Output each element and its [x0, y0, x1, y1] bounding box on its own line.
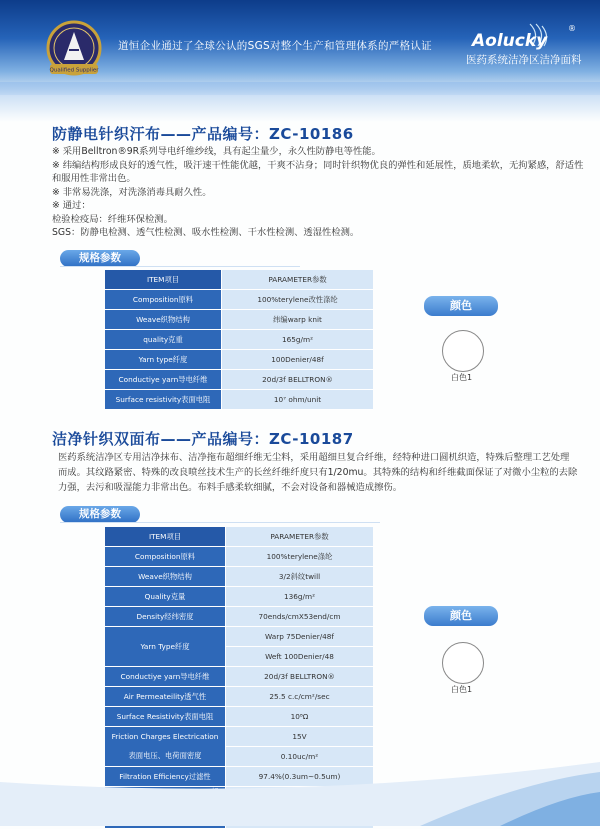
bullet: ※ 通过： [52, 200, 91, 211]
table-row [105, 350, 373, 370]
section1-spec-table [105, 270, 373, 410]
table-cell: Density经纬密度 [105, 607, 226, 627]
header-tagline: 道恒企业通过了全球公认的SGS对整个生产和管理体系的严格认证 [118, 40, 432, 52]
table-row [105, 527, 373, 547]
table-cell: 70ends/cmX53end/cm [226, 607, 374, 627]
section2-description: 医药系统洁净区专用洁净抹布、洁净拖布超细纤维无尘料，采用超细旦复合纤维，经特种进口圆机织造，特殊后整理工艺处理而成。其纹路紧密、特殊的改良喷丝技术生产的长丝纤维纤度只有1/20mu。其特殊的结构和纤维截面保证了对微小尘粒的去除力强，去污和吸湿能力非常出色。布料手感柔软细腻，不会对设备和器械造成擦伤。 [58, 452, 578, 493]
table-cell: Composition原料 [105, 547, 226, 567]
section1-color-name: 白色1 [451, 373, 473, 382]
bullet: 检验检疫局：纤维环保检测。 [52, 213, 173, 225]
decorative-swoosh [0, 742, 600, 826]
table-row [105, 607, 373, 627]
table-cell: 97.4%(0.3um~0.5um) [226, 767, 374, 787]
table-cell: 165g/m² [222, 330, 374, 350]
table-row [105, 687, 373, 707]
section2-color-name: 白色1 [451, 685, 473, 694]
table-cell: Warp 75Denier/48f [226, 627, 374, 647]
table-row [105, 567, 373, 587]
table-cell: 0.10uc/m² [226, 747, 374, 767]
table-cell: Conductiye yarn导电纤维 [105, 667, 226, 687]
table-row [105, 370, 373, 390]
bullet: 和服用性非常出色。 [52, 173, 136, 184]
table-cell: 表面电压、电荷面密度 [105, 747, 226, 767]
section2-title: 洁净针织双面布——产品编号：ZC-10187 [52, 430, 354, 448]
table-cell: 3/2斜纹twill [226, 567, 374, 587]
table-row [105, 390, 373, 410]
table-cell: 136g/m² [226, 587, 374, 607]
table-cell: 纬编warp knit [222, 310, 374, 330]
table-cell: Surface resistivity表面电阻 [105, 390, 222, 410]
table-row [105, 587, 373, 607]
table-cell: Yarn Type纤度 [105, 627, 226, 667]
table-row [105, 707, 373, 727]
table-row [105, 310, 373, 330]
table-cell: 10⁷ ohm/unit [222, 390, 374, 410]
table-cell: 100Denier/48f [222, 350, 374, 370]
table-cell: 100%terylene涤纶 [226, 547, 374, 567]
bullet: ※ 采用Belltron®9R系列导电纤维纱线，具有起尘量少，永久性防静电等性能。 [52, 146, 381, 157]
table-cell: Yarn type纤度 [105, 350, 222, 370]
divider [60, 522, 380, 523]
section2-color-label: 颜色 [424, 606, 498, 626]
section2-spec-tag: 规格参数 [60, 506, 140, 523]
registered-mark: ® [568, 24, 576, 33]
table-cell: Filtration Efficiency过滤性 [105, 767, 226, 787]
table-cell: Air Permeateility透气性 [105, 687, 226, 707]
table-row [105, 290, 373, 310]
table-cell: Weft 100Denier/48 [226, 647, 374, 667]
table-row [105, 667, 373, 687]
brand-subtitle: 医药系统洁净区洁净面料 [466, 54, 582, 66]
section1-spec-tag: 规格参数 [60, 250, 140, 267]
color-swatch-white [442, 330, 484, 372]
table-cell: 10⁸Ω [226, 707, 374, 727]
table-cell: 25.5 c.c/cm²/sec [226, 687, 374, 707]
table-row [105, 547, 373, 567]
table-cell: Composition原料 [105, 290, 222, 310]
section1-title: 防静电针织汗布——产品编号：ZC-10186 [52, 125, 354, 143]
table-cell: Weave织物结构 [105, 310, 222, 330]
table-cell: Friction Charges Electrication [105, 727, 226, 747]
table-cell: quality克重 [105, 330, 222, 350]
table-row [105, 627, 373, 647]
table-cell: PARAMETER参数 [226, 527, 374, 547]
table-cell: Quality克量 [105, 587, 226, 607]
table-row [105, 330, 373, 350]
color-swatch-white [442, 642, 484, 684]
table-cell: PARAMETER参数 [222, 270, 374, 290]
seal-text: Qualified Supplier [49, 67, 99, 74]
table-cell: ITEM项目 [105, 527, 226, 547]
qualified-supplier-seal [40, 20, 108, 82]
bullet: ※ 非常易洗涤，对洗涤消毒具耐久性。 [52, 186, 212, 198]
table-row [105, 270, 373, 290]
table-cell: Conductiye yarn导电纤维 [105, 370, 222, 390]
table-cell: Surface Resistivity表面电阻 [105, 707, 226, 727]
table-cell: 15V [226, 727, 374, 747]
table-cell: Weave织物结构 [105, 567, 226, 587]
brand-name: Aolucky [472, 31, 548, 51]
table-cell: 20d/3f BELLTRON® [222, 370, 374, 390]
table-cell: 100%terylene改性涤纶 [222, 290, 374, 310]
bullet: SGS：防静电检测、透气性检测、吸水性检测、干水性检测、透湿性检测。 [52, 227, 360, 238]
header-fade [0, 82, 600, 122]
bullet: ※ 纬编结构形成良好的透气性，吸汗速干性能优越，干爽不沾身；同时针织物优良的弹性和延展性，质地柔软，无拘紧感，舒适性 [52, 159, 584, 171]
table-cell: ITEM项目 [105, 270, 222, 290]
section1-bullets [52, 145, 583, 240]
section1-color-label: 颜色 [424, 296, 498, 316]
table-cell: 20d/3f BELLTRON® [226, 667, 374, 687]
divider [60, 266, 300, 267]
